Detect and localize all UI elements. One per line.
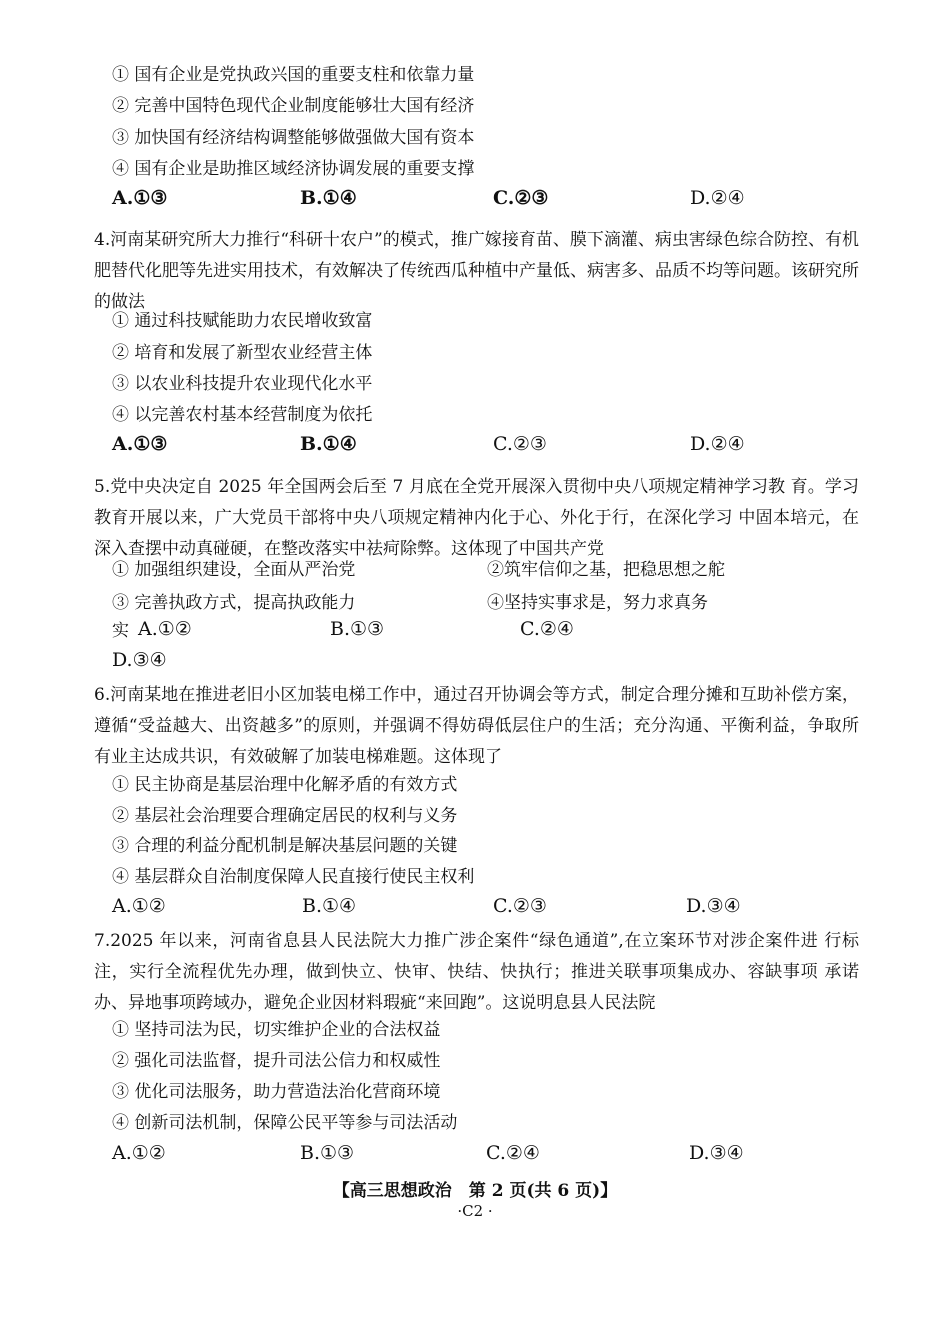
q5-option-4: ④坚持实事求是，努力求真务 — [487, 593, 708, 613]
q4-option-4: ④ 以完善农村基本经营制度为依托 — [112, 405, 373, 425]
q7-stem: 7.2025 年以来，河南省息县人民法院大力推广涉企案件“绿色通道”,在立案环节对涉企案件进 行标注，实行全流程优先办理，做到快立、快审、快结、快执行；推进关联事项集成办、容缺事项 承诺办、异地事项跨域办，避免企业因材料瑕疵“来回跑”。这说明息县人民法院 — [94, 931, 859, 1013]
q6-choice-a: A.①② — [112, 895, 166, 917]
q4-option-1: ① 通过科技赋能助力农民增收致富 — [112, 311, 373, 331]
q3-choice-c: C.②③ — [493, 187, 549, 209]
q4-choice-c: C.②③ — [493, 433, 547, 455]
q6-stem: 6.河南某地在推进老旧小区加装电梯工作中，通过召开协调会等方式，制定合理分摊和互助补偿方案，遵循“受益越大、出资越多”的原则，并强调不得妨碍低层住户的生活；充分沟通、平衡利益，争取所有业主达成共识，有效破解了加装电梯难题。这体现了 — [94, 685, 859, 767]
q7-option-2: ② 强化司法监督，提升司法公信力和权威性 — [112, 1051, 441, 1071]
q4-stem: 4.河南某研究所大力推行“科研十农户”的模式，推广嫁接育苗、膜下滴灌、病虫害绿色综合防控、有机肥替代化肥等先进实用技术，有效解决了传统西瓜种植中产量低、病害多、品质不均等问题。该研究所的做法 — [94, 230, 859, 312]
q7-option-4: ④ 创新司法机制，保障公民平等参与司法活动 — [112, 1113, 458, 1133]
q5-stem: 5.党中央决定自 2025 年全国两会后至 7 月底在全党开展深入贯彻中央八项规定精神学习教 育。学习教育开展以来，广大党员干部将中央八项规定精神内化于心、外化于行，在深化学习 中固本培元，在深入查摆中动真碰硬，在整改落实中祛疴除弊。这体现了中国共产党 — [94, 477, 859, 559]
q3-choice-b: B.①④ — [300, 187, 357, 209]
q5-choice-b: B.①③ — [330, 618, 385, 640]
q5-option-2: ②筑牢信仰之基，把稳思想之舵 — [487, 560, 725, 580]
q5-choice-d: D.③④ — [112, 649, 167, 671]
q6-option-1: ① 民主协商是基层治理中化解矛盾的有效方式 — [112, 775, 458, 795]
q6-option-4: ④ 基层群众自治制度保障人民直接行使民主权利 — [112, 867, 475, 887]
q5-choice-c: C.②④ — [520, 618, 574, 640]
q5-option-4-continued: 实 — [112, 621, 129, 641]
q3-option-1: ① 国有企业是党执政兴国的重要支柱和依靠力量 — [112, 65, 475, 85]
q7-choice-b: B.①③ — [300, 1142, 355, 1164]
q3-option-2: ② 完善中国特色现代企业制度能够壮大国有经济 — [112, 96, 475, 116]
q6-choice-b: B.①④ — [302, 895, 357, 917]
q3-option-3: ③ 加快国有经济结构调整能够做强做大国有资本 — [112, 128, 475, 148]
page-code: ·C2 · — [457, 1202, 493, 1220]
page-footer-title: 【高三思想政治 第 2 页(共 6 页)】 — [332, 1181, 618, 1201]
q3-choice-d: D.②④ — [690, 187, 745, 209]
q6-choice-d: D.③④ — [686, 895, 741, 917]
q7-choice-d: D.③④ — [689, 1142, 744, 1164]
q4-choice-a: A.①③ — [112, 433, 168, 455]
q4-choice-d: D.②④ — [690, 433, 745, 455]
q7-choice-a: A.①② — [112, 1142, 166, 1164]
q5-option-3: ③ 完善执政方式，提高执政能力 — [112, 593, 356, 613]
q6-option-2: ② 基层社会治理要合理确定居民的权利与义务 — [112, 806, 458, 826]
q3-option-4: ④ 国有企业是助推区域经济协调发展的重要支撑 — [112, 159, 475, 179]
q4-option-2: ② 培育和发展了新型农业经营主体 — [112, 343, 373, 363]
q5-choice-a: A.①② — [138, 618, 192, 640]
q4-option-3: ③ 以农业科技提升农业现代化水平 — [112, 374, 373, 394]
q6-option-3: ③ 合理的利益分配机制是解决基层问题的关键 — [112, 836, 458, 856]
q5-option-1: ① 加强组织建设，全面从严治党 — [112, 560, 356, 580]
q4-choice-b: B.①④ — [300, 433, 357, 455]
q3-choice-a: A.①③ — [112, 187, 168, 209]
q6-choice-c: C.②③ — [493, 895, 547, 917]
q7-option-3: ③ 优化司法服务，助力营造法治化营商环境 — [112, 1082, 441, 1102]
q7-option-1: ① 坚持司法为民，切实维护企业的合法权益 — [112, 1020, 441, 1040]
q7-choice-c: C.②④ — [486, 1142, 540, 1164]
